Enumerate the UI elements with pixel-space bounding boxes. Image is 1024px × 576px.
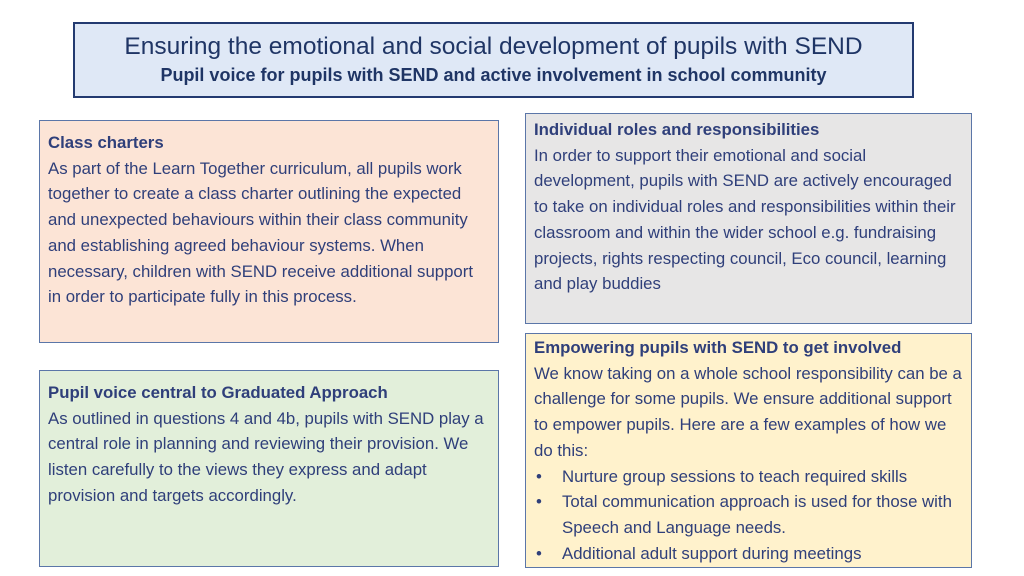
class-charters-title: Class charters [48, 133, 164, 152]
individual-roles-body: In order to support their emotional and social development, pupils with SEND are actively encouraged to take on individual roles and responsibilities within their classroom and within the wider school e.g. fundraising projects, rights respecting council, Eco council, learning and play buddies [534, 145, 956, 294]
bullet-marker: • [536, 543, 542, 563]
header-banner [73, 22, 914, 98]
pupil-voice-card [39, 370, 499, 567]
bullet-marker: • [536, 492, 542, 512]
list-item [534, 541, 963, 567]
list-item-text: Nurture group sessions to teach required skills [562, 466, 908, 486]
class-charters-body: As part of the Learn Together curriculum, all pupils work together to create a class charter outlining the expected and unexpected behaviours within their class community and establishing agreed behaviour systems. When necessary, children with SEND receive additional support in order to participate fully in this process. [48, 158, 474, 307]
list-item-text: Total communication approach is used for those with Speech and Language needs. [562, 492, 952, 537]
list-item [534, 464, 963, 490]
pupil-voice-body: As outlined in questions 4 and 4b, pupils with SEND play a central role in planning and reviewing their provision. We listen carefully to the views they express and adapt provision and targets accordingly. [48, 408, 484, 505]
list-item [534, 489, 963, 540]
individual-roles-card [525, 113, 972, 324]
page-subtitle: Pupil voice for pupils with SEND and active involvement in school community [160, 65, 827, 85]
class-charters-card [39, 120, 499, 343]
page-title: Ensuring the emotional and social development of pupils with SEND [124, 33, 863, 60]
empowering-card [525, 333, 972, 568]
empowering-list [534, 464, 963, 567]
list-item-text: Additional adult support during meetings [562, 543, 862, 563]
individual-roles-title: Individual roles and responsibilities [534, 120, 820, 139]
empowering-body: We know taking on a whole school responsibility can be a challenge for some pupils. We ensure additional support to empower pupils. Here are a few examples of how we do this: [534, 363, 962, 460]
bullet-marker: • [536, 466, 542, 486]
empowering-title: Empowering pupils with SEND to get involved [534, 338, 902, 357]
pupil-voice-title: Pupil voice central to Graduated Approach [48, 383, 388, 402]
